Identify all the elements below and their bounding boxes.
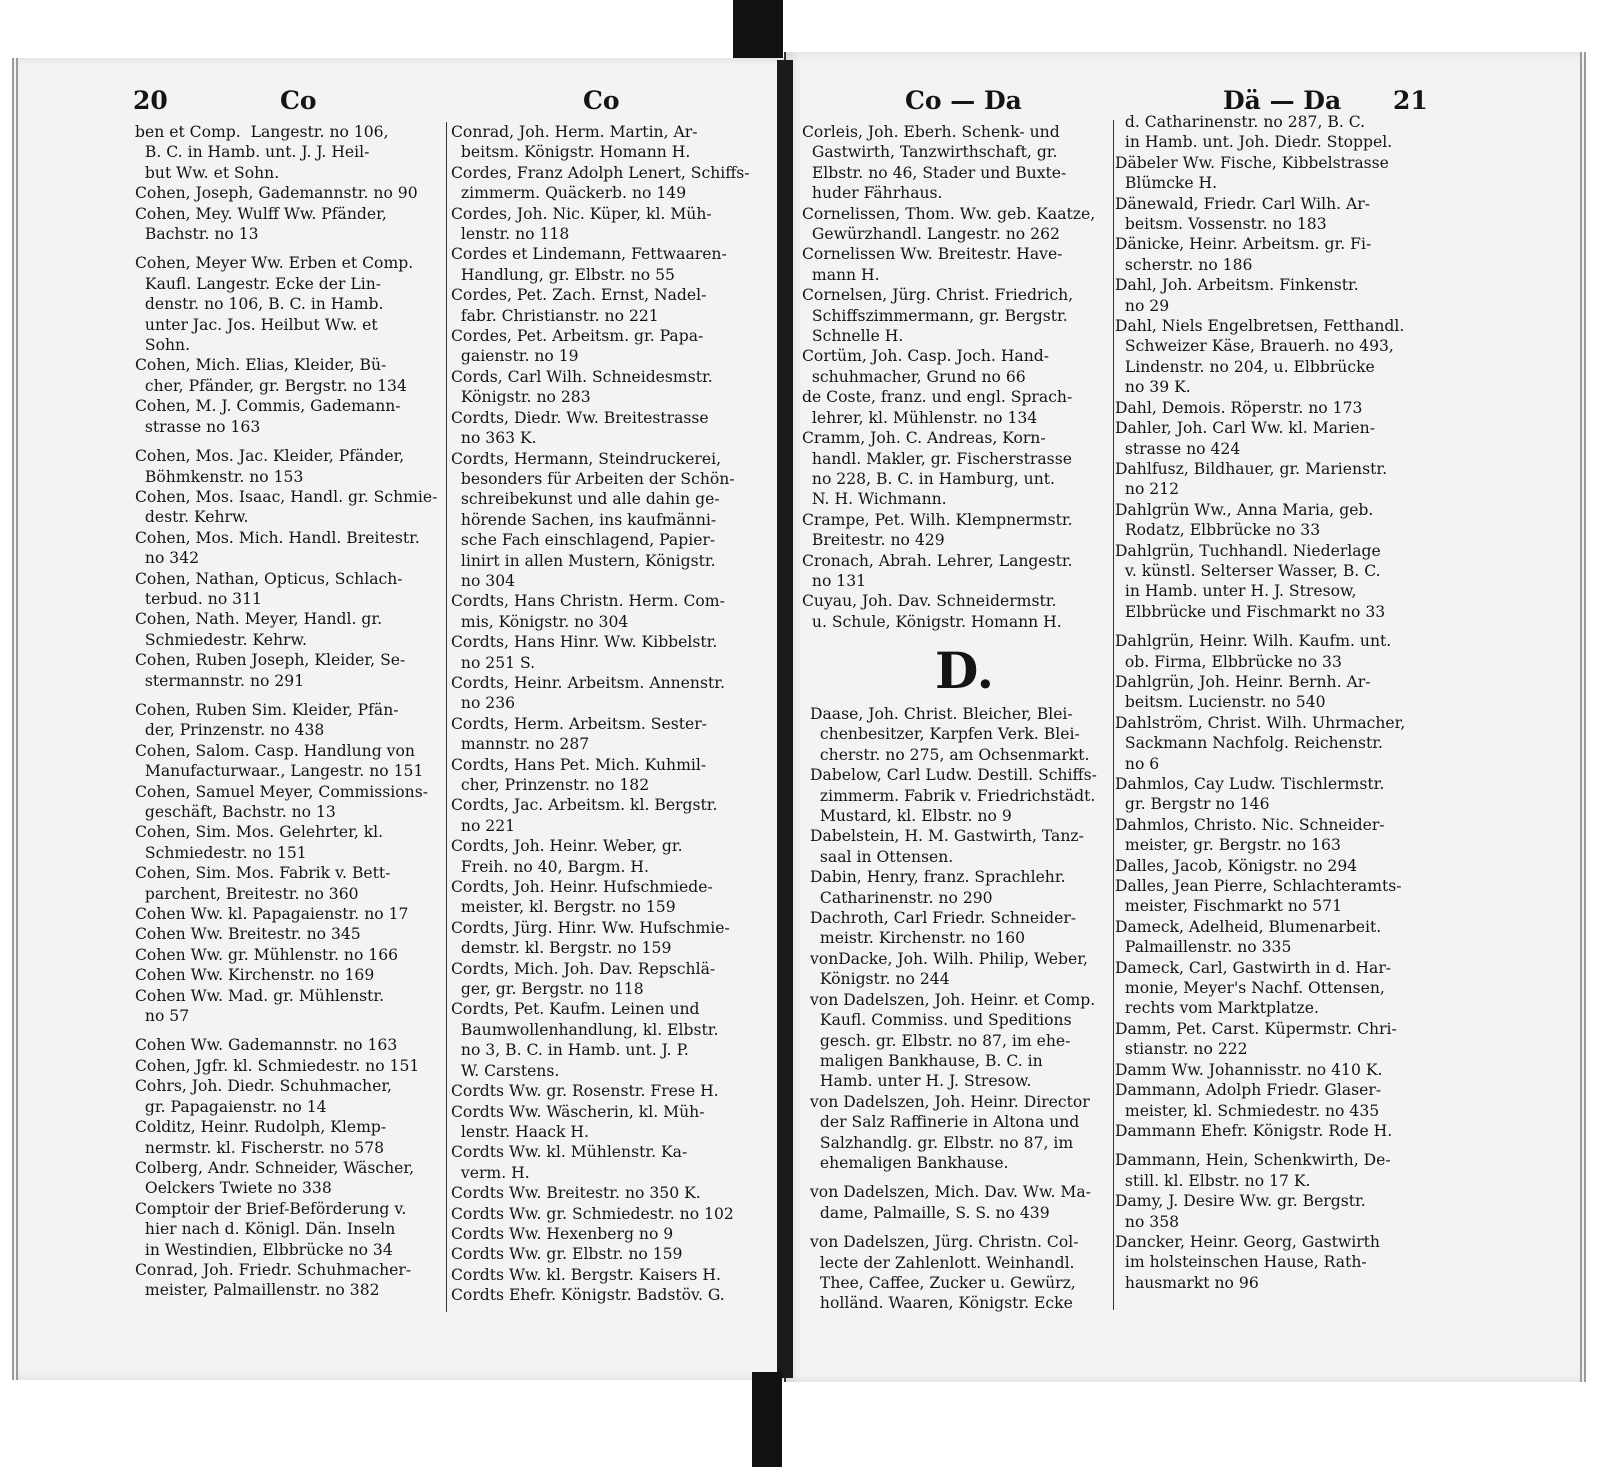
directory-entry: Colberg, Andr. Schneider, Wäscher, Oelckers Twiete no 338 [135, 1158, 415, 1198]
directory-entry: Cordts, Herm. Arbeitsm. Sester- mannstr. no 287 [451, 714, 707, 754]
directory-entry: Cordts, Hans Christn. Herm. Com- mis, Königstr. no 304 [451, 592, 725, 631]
directory-entry: Comptoir der Brief-Beförderung v. hier nach d. Königl. Dän. Inseln in Westindien, Elbbrücke no 34 [135, 1199, 407, 1259]
directory-entry: Cordes, Pet. Arbeitsm. gr. Papa- gaienstr. no 19 [451, 327, 704, 366]
directory-entry: Cordts Ww. Breitestr. no 350 K. [451, 1184, 701, 1203]
directory-entry: Dahlgrün, Heinr. Wilh. Kaufm. unt. ob. Firma, Elbbrücke no 33 [1115, 632, 1392, 671]
directory-entry: Cohen, Mos. Jac. Kleider, Pfänder, Böhmkenstr. no 153 [135, 447, 405, 486]
directory-entry: Cordes, Joh. Nic. Küper, kl. Müh- lenstr. no 118 [451, 204, 712, 244]
directory-entry: Damm, Pet. Carst. Küpermstr. Chri- stianstr. no 222 [1115, 1019, 1397, 1059]
directory-entry: Cordts, Jac. Arbeitsm. kl. Bergstr. no 221 [451, 796, 718, 835]
directory-entry: Cohen, Mos. Isaac, Handl. gr. Schmie- destr. Kehrw. [135, 487, 438, 527]
directory-entry: Cordts Ww. Wäscherin, kl. Müh- lenstr. Haack H. [451, 1102, 705, 1141]
directory-entry: Cohen, Nathan, Opticus, Schlach- terbud. no 311 [135, 569, 403, 608]
directory-entry: Conrad, Joh. Herm. Martin, Ar- beitsm. Königstr. Homann H. [451, 123, 698, 162]
directory-entry: Dalles, Jean Pierre, Schlachteramts- meister, Fischmarkt no 571 [1115, 877, 1402, 916]
directory-entry: d. Catharinenstr. no 287, B. C. in Hamb. unt. Joh. Diedr. Stoppel. [1124, 113, 1393, 152]
directory-column-2 [451, 122, 766, 1306]
header-right-col2: Dä — Da [1223, 86, 1342, 115]
directory-entry: Damy, J. Desire Ww. gr. Bergstr. no 358 [1115, 1192, 1366, 1231]
page-number-left: 20 [133, 86, 168, 115]
directory-entry: Crampe, Pet. Wilh. Klempnermstr. Breitestr. no 429 [802, 510, 1073, 550]
directory-column-4 [1115, 112, 1433, 1293]
directory-column-3-top [802, 122, 1110, 632]
directory-entry: Cordts, Heinr. Arbeitsm. Annenstr. no 236 [451, 673, 725, 713]
directory-entry: Cohen, Samuel Meyer, Commissions- geschäft, Bachstr. no 13 [135, 782, 428, 821]
directory-entry: Cordts, Mich. Joh. Dav. Repschlä- ger, gr. Bergstr. no 118 [451, 959, 716, 999]
directory-entry: Cronach, Abrah. Lehrer, Langestr. no 131 [802, 551, 1073, 590]
directory-entry: Cornelissen Ww. Breitestr. Have- mann H. [802, 245, 1063, 284]
directory-entry: Cohen, Sim. Mos. Fabrik v. Bett- parchent, Breitestr. no 360 [135, 864, 391, 903]
directory-entry: Cortüm, Joh. Casp. Joch. Hand- schuhmacher, Grund no 66 [802, 347, 1050, 386]
directory-entry: Cordts Ww. gr. Schmiedestr. no 102 [451, 1204, 734, 1223]
directory-entry: Cordts Ww. kl. Bergstr. Kaisers H. [451, 1265, 721, 1284]
directory-entry: Cordts, Diedr. Ww. Breitestrasse no 363 K. [451, 408, 709, 448]
header-left-col2: Co [583, 86, 620, 115]
directory-entry: Cohen, Mich. Elias, Kleider, Bü- cher, Pfänder, gr. Bergstr. no 134 [135, 356, 407, 395]
directory-entry: Cordts Ww. kl. Mühlenstr. Ka- verm. H. [451, 1143, 688, 1182]
directory-entry: Dahler, Joh. Carl Ww. kl. Marien- strasse no 424 [1115, 419, 1375, 458]
column-rule-left [446, 122, 447, 1312]
section-letter-d: D. [935, 641, 994, 700]
book-spine-top [733, 0, 783, 66]
directory-entry: de Coste, franz. und engl. Sprach- lehrer, kl. Mühlenstr. no 134 [802, 388, 1073, 427]
directory-entry: Cohen, Joseph, Gademannstr. no 90 [135, 184, 418, 203]
directory-entry: von Dadelszen, Jürg. Christn. Col- lecte der Zahlenlott. Weinhandl. Thee, Caffee, Zucker u. Gewürz, holländ. Waaren, Königstr. Ecke [810, 1233, 1079, 1313]
directory-entry: Cordts, Jürg. Hinr. Ww. Hufschmie- demstr. kl. Bergstr. no 159 [451, 918, 730, 958]
directory-entry: Dalles, Jacob, Königstr. no 294 [1115, 856, 1358, 875]
directory-entry: Dänicke, Heinr. Arbeitsm. gr. Fi- scherstr. no 186 [1115, 235, 1372, 274]
directory-entry: Cordes, Pet. Zach. Ernst, Nadel- fabr. Christianstr. no 221 [451, 286, 707, 325]
directory-entry: Cordts, Hans Hinr. Ww. Kibbelstr. no 251 S. [451, 633, 718, 672]
directory-entry: Cohen Ww. gr. Mühlenstr. no 166 [135, 945, 399, 964]
directory-entry: Cuyau, Joh. Dav. Schneidermstr. u. Schule, Königstr. Homann H. [802, 592, 1062, 631]
directory-entry: Cohen, Mey. Wulff Ww. Pfänder, Bachstr. no 13 [135, 204, 387, 244]
directory-entry: Cordts Ww. gr. Rosenstr. Frese H. [451, 1082, 719, 1101]
directory-entry: Cordes et Lindemann, Fettwaaren- Handlung, gr. Elbstr. no 55 [451, 245, 727, 284]
directory-column-1 [135, 122, 443, 1301]
directory-entry: Dahlgrün, Joh. Heinr. Bernh. Ar- beitsm. Lucienstr. no 540 [1115, 672, 1371, 712]
directory-entry: von Dadelszen, Joh. Heinr. Director der Salz Raffinerie in Altona und Salzhandlg. gr. Elbstr. no 87, im ehemaligen Bankhause. [810, 1092, 1090, 1172]
directory-entry: Cordts, Joh. Heinr. Hufschmiede- meister, kl. Bergstr. no 159 [451, 878, 713, 917]
directory-entry: Dabelow, Carl Ludw. Destill. Schiffs- zimmerm. Fabrik v. Friedrichstädt. Mustard, kl. Elbstr. no 9 [810, 766, 1097, 826]
directory-entry: Cordts, Joh. Heinr. Weber, gr. Freih. no 40, Bargm. H. [451, 837, 683, 876]
directory-entry: Dammann Ehefr. Königstr. Rode H. [1115, 1121, 1393, 1140]
directory-entry: Dahl, Niels Engelbretsen, Fetthandl. Schweizer Käse, Brauerh. no 493, Lindenstr. no 204, u. Elbbrücke no 39 K. [1115, 317, 1405, 397]
directory-entry: Cohen, Nath. Meyer, Handl. gr. Schmiedestr. Kehrw. [135, 610, 383, 649]
directory-entry: Cohen, Salom. Casp. Handlung von Manufacturwaar., Langestr. no 151 [135, 741, 424, 781]
book-spine-bottom [752, 1372, 782, 1467]
directory-entry: Däbeler Ww. Fische, Kibbelstrasse Blümcke H. [1115, 153, 1389, 193]
directory-entry: Cohrs, Joh. Diedr. Schuhmacher, gr. Papagaienstr. no 14 [135, 1077, 393, 1116]
directory-entry: Dahl, Demois. Röperstr. no 173 [1115, 398, 1363, 417]
directory-entry: Dammann, Adolph Friedr. Glaser- meister, kl. Schmiedestr. no 435 [1115, 1081, 1382, 1120]
directory-entry: Cramm, Joh. C. Andreas, Korn- handl. Makler, gr. Fischerstrasse no 228, B. C. in Hamburg, unt. N. H. Wichmann. [802, 429, 1072, 509]
directory-entry: Dancker, Heinr. Georg, Gastwirth im holsteinschen Hause, Rath- hausmarkt no 96 [1115, 1232, 1380, 1292]
directory-entry: Dachroth, Carl Friedr. Schneider- meistr. Kirchenstr. no 160 [810, 909, 1077, 948]
directory-entry: Daase, Joh. Christ. Bleicher, Blei- chenbesitzer, Karpfen Verk. Blei- cherstr. no 275, am Ochsenmarkt. [810, 705, 1090, 764]
directory-entry: Damm Ww. Johannisstr. no 410 K. [1115, 1060, 1383, 1079]
directory-entry: Cordts, Pet. Kaufm. Leinen und Baumwollenhandlung, kl. Elbstr. no 3, B. C. in Hamb. unt. J. P. W. Carstens. [451, 1000, 719, 1080]
directory-entry: Cornelsen, Jürg. Christ. Friedrich, Schiffszimmermann, gr. Bergstr. Schnelle H. [802, 286, 1074, 346]
directory-entry: Dameck, Carl, Gastwirth in d. Har- monie, Meyer's Nachf. Ottensen, rechts vom Marktplatze. [1115, 958, 1392, 1018]
directory-entry: Dabelstein, H. M. Gastwirth, Tanz- saal in Ottensen. [810, 827, 1084, 866]
directory-entry: Cordts Ehefr. Königstr. Badstöv. G. [451, 1286, 725, 1305]
directory-entry: Conrad, Joh. Friedr. Schuhmacher- meister, Palmaillenstr. no 382 [135, 1260, 412, 1300]
directory-entry: Corleis, Joh. Eberh. Schenk- und Gastwirth, Tanzwirthschaft, gr. Elbstr. no 46, Stader und Buxte- huder Fährhaus. [802, 123, 1067, 203]
directory-entry: Cohen, Jgfr. kl. Schmiedestr. no 151 [135, 1056, 420, 1075]
directory-entry: Dahlström, Christ. Wilh. Uhrmacher, Sackmann Nachfolg. Reichenstr. no 6 [1115, 713, 1406, 773]
directory-entry: Dahmlos, Christo. Nic. Schneider- meister, gr. Bergstr. no 163 [1115, 815, 1385, 855]
directory-entry: Cohen Ww. Mad. gr. Mühlenstr. no 57 [135, 986, 385, 1026]
directory-entry: von Dadelszen, Joh. Heinr. et Comp. Kaufl. Commiss. und Speditions gesch. gr. Elbstr. no 87, im ehe- maligen Bankhause, B. C. in Hamb. unter H. J. Stresow. [810, 990, 1096, 1091]
directory-entry: Cohen, Mos. Mich. Handl. Breitestr. no 342 [135, 528, 420, 568]
directory-entry: Cordts, Hans Pet. Mich. Kuhmil- cher, Prinzenstr. no 182 [451, 755, 707, 794]
directory-entry: Dameck, Adelheid, Blumenarbeit. Palmaillenstr. no 335 [1115, 917, 1382, 957]
directory-entry: ben et Comp. Langestr. no 106, B. C. in Hamb. unt. J. J. Heil- but Ww. et Sohn. [135, 123, 389, 182]
directory-entry: Cohen, Sim. Mos. Gelehrter, kl. Schmiedestr. no 151 [135, 823, 384, 862]
directory-entry: Cordes, Franz Adolph Lenert, Schiffs- zimmerm. Quäckerb. no 149 [451, 163, 750, 203]
directory-entry: von Dadelszen, Mich. Dav. Ww. Ma- dame, Palmaille, S. S. no 439 [810, 1183, 1091, 1222]
directory-entry: Cohen, Meyer Ww. Erben et Comp. Kaufl. Langestr. Ecke der Lin- denstr. no 106, B. C. in Hamb. unter Jac. Jos. Heilbut Ww. et Sohn. [135, 254, 414, 355]
directory-entry: Dabin, Henry, franz. Sprachlehr. Catharinenstr. no 290 [810, 868, 1066, 907]
directory-entry: Cordts Ww. Hexenberg no 9 [451, 1224, 674, 1243]
directory-entry: Cohen Ww. Breitestr. no 345 [135, 925, 361, 944]
directory-entry: Dahmlos, Cay Ludw. Tischlermstr. gr. Bergstr no 146 [1115, 775, 1385, 814]
header-left-col1: Co [280, 86, 317, 115]
directory-entry: Cohen Ww. kl. Papagaienstr. no 17 [135, 905, 409, 924]
directory-entry: Cordts, Hermann, Steindruckerei, besonders für Arbeiten der Schön- schreibekunst und alle dahin ge- hörende Sachen, ins kaufmänni- sche Fach einschlagend, Papier- linirt in allen Mustern, Königstr. no 304 [451, 449, 735, 590]
page-number-right: 21 [1393, 86, 1428, 115]
directory-entry: Dahl, Joh. Arbeitsm. Finkenstr. no 29 [1115, 276, 1359, 315]
directory-entry: Cohen Ww. Gademannstr. no 163 [135, 1036, 398, 1055]
directory-entry: vonDacke, Joh. Wilh. Philip, Weber, Königstr. no 244 [810, 949, 1088, 989]
directory-entry: Cohen, Ruben Sim. Kleider, Pfän- der, Prinzenstr. no 438 [135, 700, 399, 740]
book-gutter [777, 60, 793, 1378]
directory-entry: Cordts Ww. gr. Elbstr. no 159 [451, 1245, 683, 1264]
directory-entry: Dahlfusz, Bildhauer, gr. Marienstr. no 212 [1115, 459, 1388, 499]
directory-entry: Cohen, Ruben Joseph, Kleider, Se- stermannstr. no 291 [135, 651, 406, 690]
header-right-col1: Co — Da [905, 86, 1022, 115]
directory-entry: Dahlgrün, Tuchhandl. Niederlage v. künstl. Selterser Wasser, B. C. in Hamb. unter H. J. Stresow, Elbbrücke und Fischmarkt no 33 [1115, 541, 1386, 621]
directory-entry: Cornelissen, Thom. Ww. geb. Kaatze, Gewürzhandl. Langestr. no 262 [802, 204, 1096, 244]
directory-entry: Cohen Ww. Kirchenstr. no 169 [135, 966, 375, 985]
directory-entry: Dahlgrün Ww., Anna Maria, geb. Rodatz, Elbbrücke no 33 [1115, 500, 1374, 540]
directory-column-3-bottom [810, 704, 1110, 1314]
column-rule-right [1113, 120, 1114, 1310]
directory-entry: Dänewald, Friedr. Carl Wilh. Ar- beitsm. Vossenstr. no 183 [1115, 194, 1371, 234]
directory-entry: Cords, Carl Wilh. Schneidesmstr. Königstr. no 283 [451, 367, 713, 407]
directory-entry: Cohen, M. J. Commis, Gademann- strasse no 163 [135, 397, 401, 436]
directory-entry: Dammann, Hein, Schenkwirth, De- still. kl. Elbstr. no 17 K. [1115, 1151, 1391, 1190]
directory-entry: Colditz, Heinr. Rudolph, Klemp- nermstr. kl. Fischerstr. no 578 [135, 1118, 387, 1157]
